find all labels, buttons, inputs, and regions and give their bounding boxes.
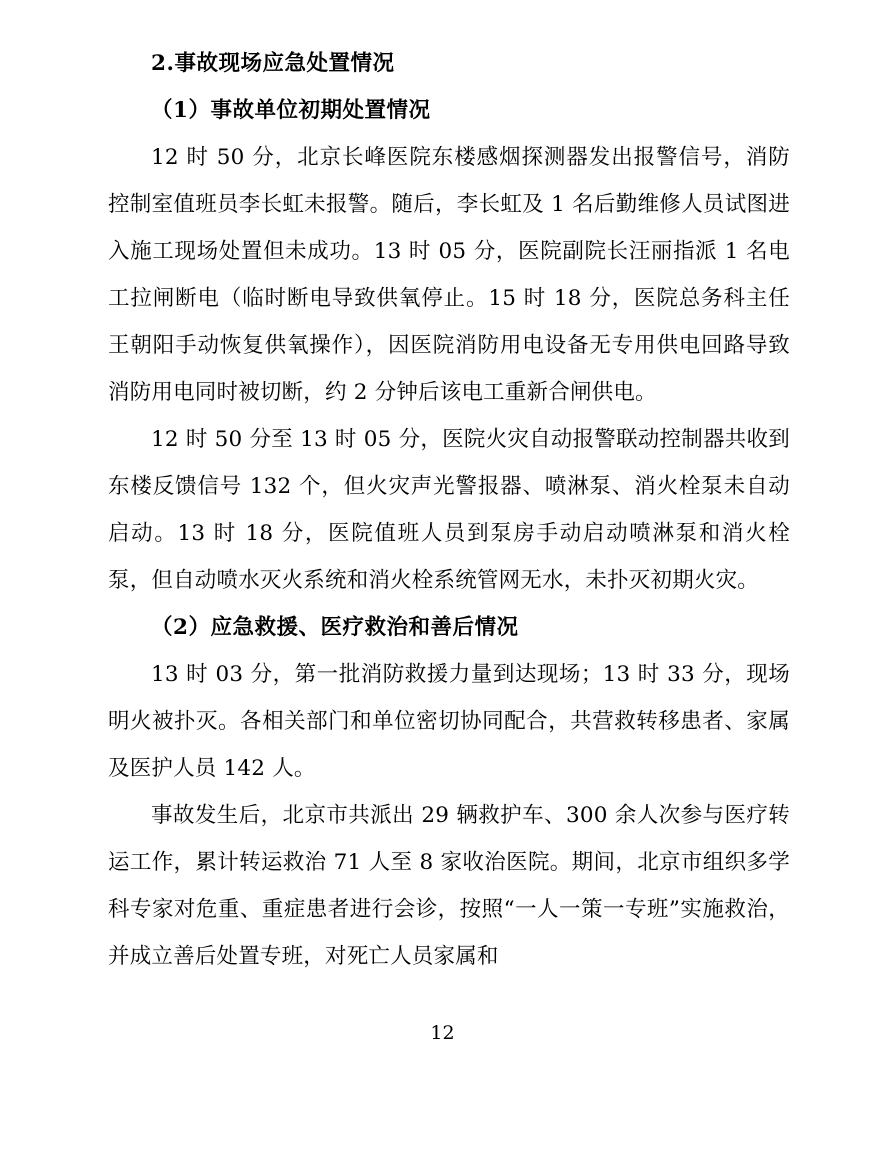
paragraph-2-2: 事故发生后，北京市共派出 29 辆救护车、300 余人次参与医疗转运工作，累计转运救治 71 人至 8 家收治医院。期间，北京市组织多学科专家对危重、重症患者进行会诊，按照“一人一策一专班”实施救治，并成立善后处置专班，对死亡人员家属和 [108,803,791,969]
paragraph-1-2: 12 时 50 分至 13 时 05 分，医院火灾自动报警联动控制器共收到东楼反馈信号 132 个，但火灾声光警报器、喷淋泵、消火栓泵未自动启动。13 时 18 分，医院值班人员到泵房手动启动喷淋泵和消火栓泵，但自动喷水灭火系统和消火栓系统管网无水，未扑灭初期火灾。 [108,427,790,593]
document-body [108,40,790,980]
paragraph-1-1: 12 时 50 分，北京长峰医院东楼感烟探测器发出报警信号，消防控制室值班员李长虹未报警。随后，李长虹及 1 名后勤维修人员试图进入施工现场处置但未成功。13 时 05 分，医院副院长汪丽指派 1 名电工拉闸断电（临时断电导致供氧停止。15 时 18 分，医院总务科主任王朝阳手动恢复供氧操作），因医院消防用电设备无专用供电回路导致消防用电同时被切断，约 2 分钟后该电工重新合闸供电。 [108,145,790,405]
subsection-heading-1: （1）事故单位初期处置情况 [151,98,431,123]
paragraph-2-1: 13 时 03 分，第一批消防救援力量到达现场；13 时 33 分，现场明火被扑灭。各相关部门和单位密切协同配合，共营救转移患者、家属及医护人员 142 人。 [108,662,790,781]
page-number: 12 [430,1022,455,1044]
section-heading: 2.事故现场应急处置情况 [151,51,395,76]
subsection-heading-2: （2）应急救援、医疗救治和善后情况 [151,615,519,640]
